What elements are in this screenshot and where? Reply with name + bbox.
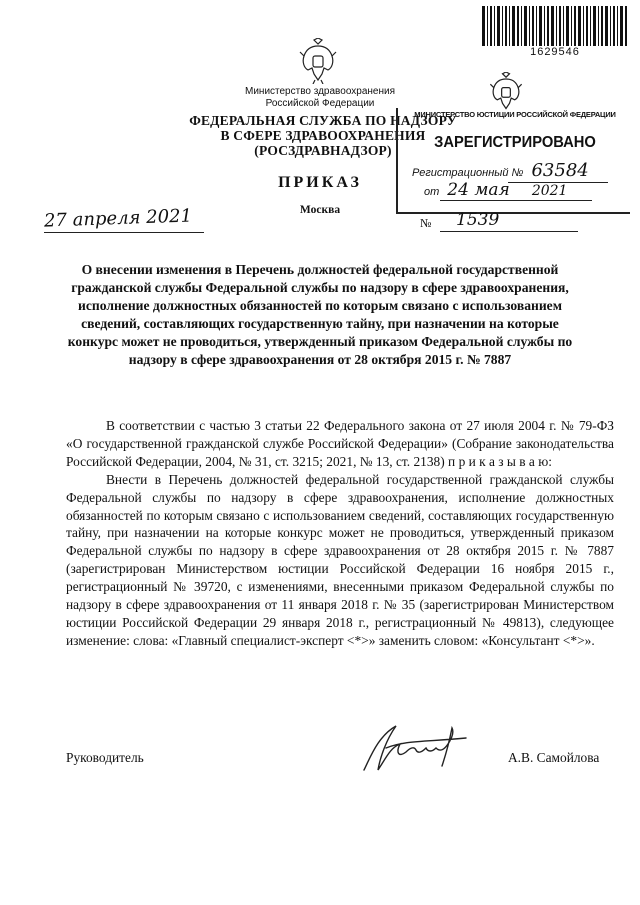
order-city: Москва (299, 204, 341, 216)
stamp-year: 2021 (531, 183, 568, 199)
signatory-name: А.В. Самойлова (508, 750, 600, 765)
ministry-line-2: Российской Федерации (265, 98, 375, 109)
body-paragraph-2: Внести в Перечень должностей федеральной государственной гражданской службы Федеральной службы по надзору в сфере здравоохранения, исполнение должностных обязанностей по которым связано с использованием сведений, составляющих государственную тайну, при назначении на которые конкурс может не проводиться, утвержденный приказом Федеральной службы по надзору в сфере здравоохранения от 28 октября 2015 г. № 7887 (зарегистрирован Министерством юстиции Российской Федерации 16 ноября 2015 г., регистрационный № 39720, с изменениями, внесенными приказом Федеральной службы по надзору в сфере здравоохранения от 11 января 2018 г. № 35 (зарегистрирован Министерством юстиции Российской Федерации 29 января 2018 г., регистрационный № 49813), следующее изменение: слова: «Главный специалист-эксперт <*>» заменить словом: «Консультант <*>». (66, 471, 614, 648)
signatory-role: Руководитель (66, 750, 144, 765)
ministry-name (230, 86, 410, 110)
stamp-date-value: 24 мая (447, 180, 510, 200)
agency-line-3: (РОСЗДРАВНАДЗОР) (254, 143, 392, 158)
agency-line-1: ФЕДЕРАЛЬНАЯ СЛУЖБА ПО НАДЗОРУ (189, 113, 457, 128)
stamp-date-prefix: от (424, 186, 440, 198)
handwritten-signature (356, 718, 476, 778)
barcode-number: 1629546 (530, 46, 580, 58)
agency-line-2: В СФЕРЕ ЗДРАВООХРАНЕНИЯ (220, 128, 426, 143)
ministry-line-1: Министерство здравоохранения (245, 86, 395, 97)
stamp-date-line (424, 180, 624, 200)
coat-of-arms-icon (488, 72, 524, 112)
barcode (480, 6, 630, 46)
document-body (66, 417, 614, 650)
stamp-org: МИНИСТЕРСТВО ЮСТИЦИИ РОССИЙСКОЙ ФЕДЕРАЦИИ (414, 110, 616, 119)
stamp-reg-label: Регистрационный № (412, 167, 524, 179)
coat-of-arms-icon (298, 38, 338, 84)
stamp-registered: ЗАРЕГИСТРИРОВАНО (434, 134, 596, 151)
order-title: ПРИКАЗ (278, 174, 362, 191)
stamp-reg-line (412, 160, 628, 181)
order-number-underline (440, 231, 578, 232)
stamp-reg-number: 63584 (531, 160, 589, 181)
order-number-label: № (420, 216, 432, 230)
body-paragraph-1: В соответствии с частью 3 статьи 22 Федерального закона от 27 июля 2004 г. № 79-ФЗ «О государственной гражданской службе Российской Федерации» (Собрание законодательства Российской Федерации, 2004, № 31, ст. 3215; 2021, № 13, ст. 2138) п р и к а з ы в а ю: (66, 418, 614, 469)
order-date-underline (44, 232, 204, 233)
order-number-value: 1539 (456, 210, 500, 230)
stamp-date-underline (440, 200, 592, 201)
document-title: О внесении изменения в Перечень должностей федеральной государственной гражданской службы Федеральной службы по надзору в сфере здравоохранения, исполнение должностных обязанностей по которым связано с использованием сведений, составляющих государственную тайну, при назначении на которые конкурс может не проводиться, утвержденный приказом Федеральной службы по надзору в сфере здравоохранения от 28 октября 2015 г. № 7887 (67, 262, 573, 367)
order-date-handwritten: 27 апреля 2021 (43, 205, 193, 232)
